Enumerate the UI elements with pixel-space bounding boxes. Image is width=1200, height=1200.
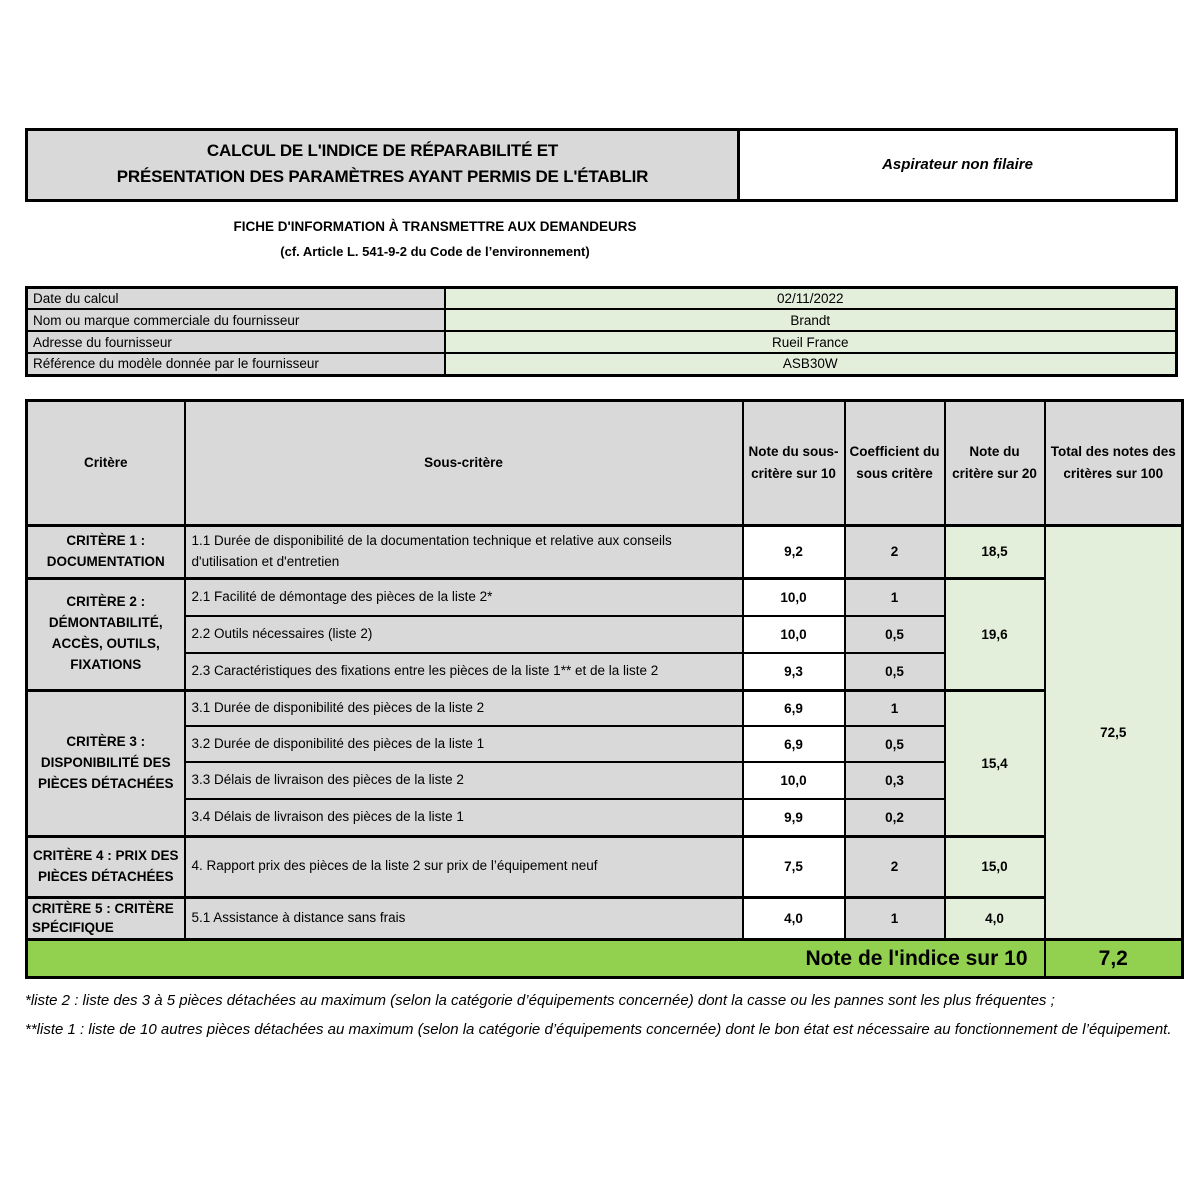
info-value-address: Rueil France bbox=[445, 331, 1177, 353]
supplier-info-table bbox=[25, 286, 1178, 377]
subcriterion-5-1-coef: 1 bbox=[845, 897, 945, 940]
subcriterion-2-2-coef: 0,5 bbox=[845, 616, 945, 653]
subcriterion-1-1-coef: 2 bbox=[845, 525, 945, 578]
final-index-row bbox=[27, 940, 1183, 978]
table-row bbox=[27, 578, 1183, 616]
subtitle-block bbox=[25, 219, 845, 259]
criterion-4-label: CRITÈRE 4 : PRIX DES PIÈCES DÉTACHÉES bbox=[27, 836, 185, 897]
col-header-coefficient: Coefficient du sous critère bbox=[845, 400, 945, 525]
info-row-model bbox=[27, 353, 1177, 375]
footnotes bbox=[25, 988, 1177, 1043]
criterion-5-note20: 4,0 bbox=[945, 897, 1045, 940]
table-row bbox=[27, 897, 1183, 940]
subcriterion-3-1-note10: 6,9 bbox=[743, 690, 845, 726]
subcriterion-3-4-label: 3.4 Délais de livraison des pièces de la liste 1 bbox=[185, 799, 743, 836]
table-row bbox=[27, 525, 1183, 578]
product-name: Aspirateur non filaire bbox=[740, 131, 1175, 199]
info-value-date: 02/11/2022 bbox=[445, 287, 1177, 309]
footnote-liste2: *liste 2 : liste des 3 à 5 pièces détachées au maximum (selon la catégorie d’équipements concernée) dont la casse ou les pannes sont les plus fréquentes ; bbox=[25, 992, 1055, 1010]
table-row bbox=[27, 836, 1183, 897]
subcriterion-3-2-note10: 6,9 bbox=[743, 726, 845, 762]
criteria-table bbox=[25, 399, 1184, 980]
subcriterion-4-note10: 7,5 bbox=[743, 836, 845, 897]
criterion-1-note20: 18,5 bbox=[945, 525, 1045, 578]
subcriterion-3-2-label: 3.2 Durée de disponibilité des pièces de la liste 1 bbox=[185, 726, 743, 762]
info-row-date bbox=[27, 287, 1177, 309]
subcriterion-4-coef: 2 bbox=[845, 836, 945, 897]
final-index-label: Note de l'indice sur 10 bbox=[27, 940, 1045, 978]
criterion-1-label: CRITÈRE 1 : DOCUMENTATION bbox=[27, 525, 185, 578]
info-value-brand: Brandt bbox=[445, 309, 1177, 331]
subcriterion-2-1-coef: 1 bbox=[845, 578, 945, 616]
col-header-total100: Total des notes des critères sur 100 bbox=[1045, 400, 1183, 525]
col-header-note10: Note du sous-critère sur 10 bbox=[743, 400, 845, 525]
subcriterion-4-label: 4. Rapport prix des pièces de la liste 2 sur prix de l’équipement neuf bbox=[185, 836, 743, 897]
subcriterion-3-2-coef: 0,5 bbox=[845, 726, 945, 762]
subcriterion-2-2-label: 2.2 Outils nécessaires (liste 2) bbox=[185, 616, 743, 653]
criterion-4-note20: 15,0 bbox=[945, 836, 1045, 897]
subcriterion-3-3-note10: 10,0 bbox=[743, 762, 845, 799]
subcriterion-2-1-note10: 10,0 bbox=[743, 578, 845, 616]
criteria-table-header-row bbox=[27, 400, 1183, 525]
subcriterion-2-3-label: 2.3 Caractéristiques des fixations entre les pièces de la liste 1** et de la liste 2 bbox=[185, 653, 743, 690]
subcriterion-2-1-label: 2.1 Facilité de démontage des pièces de la liste 2* bbox=[185, 578, 743, 616]
info-label-address: Adresse du fournisseur bbox=[27, 331, 445, 353]
subcriterion-3-3-coef: 0,3 bbox=[845, 762, 945, 799]
info-label-date: Date du calcul bbox=[27, 287, 445, 309]
col-header-note20: Note du critère sur 20 bbox=[945, 400, 1045, 525]
subcriterion-5-1-label: 5.1 Assistance à distance sans frais bbox=[185, 897, 743, 940]
header-title-line2: PRÉSENTATION DES PARAMÈTRES AYANT PERMIS DE L'ÉTABLIR bbox=[116, 167, 649, 187]
col-header-sous-critere: Sous-critère bbox=[185, 400, 743, 525]
criterion-3-note20: 15,4 bbox=[945, 690, 1045, 836]
subcriterion-2-3-note10: 9,3 bbox=[743, 653, 845, 690]
col-header-critere: Critère bbox=[27, 400, 185, 525]
criterion-3-label: CRITÈRE 3 : DISPONIBILITÉ DES PIÈCES DÉTACHÉES bbox=[27, 690, 185, 836]
criterion-2-label: CRITÈRE 2 : DÉMONTABILITÉ, ACCÈS, OUTILS, FIXATIONS bbox=[27, 578, 185, 690]
subcriterion-3-4-coef: 0,2 bbox=[845, 799, 945, 836]
header-title-line1: CALCUL DE L'INDICE DE RÉPARABILITÉ ET bbox=[206, 141, 559, 160]
table-row bbox=[27, 690, 1183, 726]
subcriterion-1-1-note10: 9,2 bbox=[743, 525, 845, 578]
subcriterion-5-1-note10: 4,0 bbox=[743, 897, 845, 940]
criterion-5-label: CRITÈRE 5 : CRITÈRE SPÉCIFIQUE bbox=[27, 897, 185, 940]
subcriterion-3-4-note10: 9,9 bbox=[743, 799, 845, 836]
subcriterion-3-1-label: 3.1 Durée de disponibilité des pièces de la liste 2 bbox=[185, 690, 743, 726]
subcriterion-1-1-label: 1.1 Durée de disponibilité de la documentation technique et relative aux conseils d'utilisation et d'entretien bbox=[185, 525, 743, 578]
subcriterion-3-3-label: 3.3 Délais de livraison des pièces de la liste 2 bbox=[185, 762, 743, 799]
subcriterion-2-2-note10: 10,0 bbox=[743, 616, 845, 653]
subtitle-line1: FICHE D'INFORMATION À TRANSMETTRE AUX DEMANDEURS bbox=[233, 218, 637, 234]
subcriterion-3-1-coef: 1 bbox=[845, 690, 945, 726]
info-value-model: ASB30W bbox=[445, 353, 1177, 375]
info-label-model: Référence du modèle donnée par le fournisseur bbox=[27, 353, 445, 375]
footnote-liste1: **liste 1 : liste de 10 autres pièces détachées au maximum (selon la catégorie d’équipements concernée) dont le bon état est nécessaire au fonctionnement de l’équipement. bbox=[25, 1020, 1172, 1038]
criterion-2-note20: 19,6 bbox=[945, 578, 1045, 690]
info-row-brand bbox=[27, 309, 1177, 331]
total-notes-100: 72,5 bbox=[1045, 525, 1183, 940]
final-index-value: 7,2 bbox=[1045, 940, 1183, 978]
info-row-address bbox=[27, 331, 1177, 353]
subcriterion-2-3-coef: 0,5 bbox=[845, 653, 945, 690]
info-label-brand: Nom ou marque commerciale du fournisseur bbox=[27, 309, 445, 331]
subtitle-line2: (cf. Article L. 541-9-2 du Code de l’environnement) bbox=[280, 243, 590, 259]
document-header bbox=[25, 128, 1178, 202]
header-title bbox=[28, 131, 740, 199]
